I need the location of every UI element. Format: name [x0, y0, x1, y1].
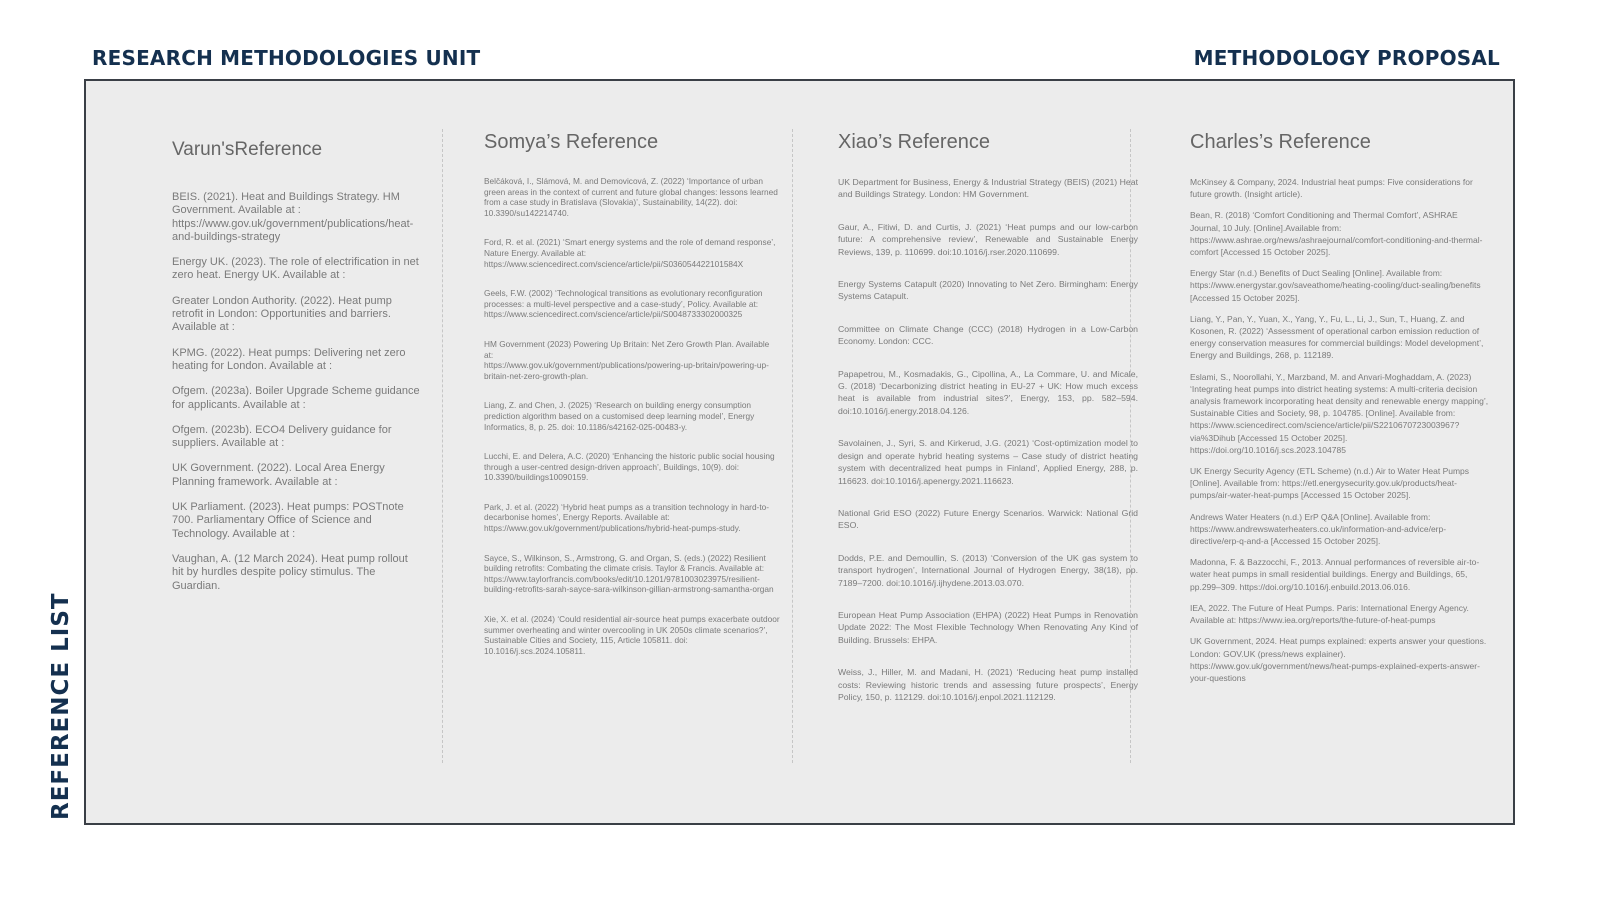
- column-heading: Charles’s Reference: [1190, 131, 1371, 153]
- reference-entry: Bean, R. (2018) ‘Comfort Conditioning and Thermal Comfort’, ASHRAE Journal, 10 July. [Online].Available from: https://www.ashrae.org/news/ashraejournal/comfort-conditioning-and-thermal-comfort [Accessed 15 October 2025].: [1190, 210, 1483, 258]
- reference-panel: [84, 79, 1515, 825]
- reference-entry: Sayce, S., Wilkinson, S., Armstrong, G. and Organ, S. (eds.) (2022) Resilient building retrofits: Combating the climate crisis. Taylor & Francis. Available at: https://www.taylorfrancis.com/books/edit/10.1201/9781003023975/resilient-building-retrofits-sarah-sayce-sara-wilkinson-gillian-armstrong-samantha-organ: [484, 552, 774, 595]
- reference-entry: Belčáková, I., Slámová, M. and Demovicová, Z. (2022) ‘Importance of urban green areas in the context of current and future global changes: lessons learned from a case study in Bratislava (Slovakia)’, Sustainability, 14(22). doi: 10.3390/su142214740.: [484, 176, 778, 218]
- reference-entry: Ofgem. (2023a). Boiler Upgrade Scheme guidance for applicants. Available at :: [172, 385, 420, 411]
- reference-entry: Committee on Climate Change (CCC) (2018) Hydrogen in a Low-Carbon Economy. London: CCC.: [838, 323, 1138, 347]
- reference-entry: Liang, Y., Pan, Y., Yuan, X., Yang, Y., Fu, L., Li, J., Sun, T., Huang, Z. and Kosonen, R. (2022) ‘Assessment of operational carbon emission reduction of energy conservation measures for commercial buildings: Model development’, Energy and Buildings, 268, p. 112189.: [1190, 313, 1484, 361]
- proposal-title: METHODOLOGY PROPOSAL: [1193, 46, 1500, 70]
- reference-entry: Energy Star (n.d.) Benefits of Duct Sealing [Online]. Available from: https://www.energystar.gov/saveathome/heating-cooling/duct-sealing/benefits [Accessed 15 October 2025].: [1190, 268, 1481, 303]
- xiao-reference-column: [838, 131, 1138, 723]
- reference-entry: Madonna, F. & Bazzocchi, F., 2013. Annual performances of reversible air-to-water heat pumps in small residential buildings. Energy and Buildings, 65, pp.299–309. https://doi.org/10.1016/j.enbuild.2013.06.016.: [1190, 557, 1480, 592]
- reference-list-label: REFERENCE LIST: [48, 592, 74, 820]
- reference-entry: Dodds, P.E. and Demoullin, S. (2013) ‘Conversion of the UK gas system to transport hydrogen’, International Journal of Hydrogen Energy, 38(18), pp. 7189–7200. doi:10.1016/j.ijhydene.2013.03.070.: [838, 552, 1138, 588]
- reference-entry: Lucchi, E. and Delera, A.C. (2020) ‘Enhancing the historic public social housing through a user-centred design-driven approach’, Buildings, 10(9). doi: 10.3390/buildings10090159.: [484, 451, 775, 483]
- column-heading: Somya’s Reference: [484, 131, 659, 153]
- column-divider: [792, 129, 793, 763]
- somya-reference-column: [484, 131, 780, 675]
- reference-entry: Savolainen, J., Syri, S. and Kirkerud, J.G. (2021) ‘Cost-optimization model to design and operate hybrid heating systems – Case study of district heating system with decentralized heat pumps in Finland’, Applied Energy, 288, p. 116623. doi:10.1016/j.apenergy.2021.116623.: [838, 438, 1138, 486]
- reference-entry: Gaur, A., Fitiwi, D. and Curtis, J. (2021) ‘Heat pumps and our low-carbon future: A comprehensive review’, Renewable and Sustainable Energy Reviews, 139, p. 110699. doi:10.1016/j.rser.2020.110699.: [838, 221, 1138, 257]
- reference-entry: UK Parliament. (2023). Heat pumps: POSTnote 700. Parliamentary Office of Science and Technology. Available at :: [172, 501, 404, 540]
- varun-reference-column: [172, 131, 420, 605]
- reference-entry: Greater London Authority. (2022). Heat pump retrofit in London: Opportunities and barriers. Available at :: [172, 294, 392, 334]
- reference-entry: KPMG. (2022). Heat pumps: Delivering net zero heating for London. Available at :: [172, 346, 406, 372]
- charles-reference-column: [1190, 131, 1490, 693]
- column-heading: Varun'sReference: [172, 139, 323, 160]
- reference-entry: UK Energy Security Agency (ETL Scheme) (n.d.) Air to Water Heat Pumps [Online]. Available from: https://etl.energysecurity.gov.uk/products/heat-pumps/air-water-heat-pumps [Accessed 15 October 2025].: [1190, 466, 1470, 501]
- column-divider: [442, 129, 443, 763]
- reference-entry: Andrews Water Heaters (n.d.) ErP Q&A [Online]. Available from: https://www.andrewswaterheaters.co.uk/information-and-advice/erp-directive/erp-q-and-a [Accessed 15 October 2025].: [1190, 511, 1447, 547]
- column-heading: Xiao’s Reference: [838, 131, 990, 153]
- reference-entry: National Grid ESO (2022) Future Energy Scenarios. Warwick: National Grid ESO.: [838, 507, 1138, 531]
- reference-entry: Vaughan, A. (12 March 2024). Heat pump rollout hit by hurdles despite policy stimulus. The Guardian.: [172, 552, 408, 592]
- reference-entry: European Heat Pump Association (EHPA) (2022) Heat Pumps in Renovation Update 2022: The Most Flexible Technology When Renovating Any Kind of Building. Brussels: EHPA.: [838, 609, 1138, 645]
- reference-entry: Xie, X. et al. (2024) ‘Could residential air-source heat pumps exacerbate outdoor summer overheating and winter overcooling in UK 2050s climate scenarios?’, Sustainable Cities and Society, 115, Article 105811. doi: 10.1016/j.scs.2024.105811.: [484, 614, 780, 656]
- reference-entry: UK Government. (2022). Local Area Energy Planning framework. Available at :: [172, 462, 385, 488]
- reference-entry: IEA, 2022. The Future of Heat Pumps. Paris: International Energy Agency. Available at: https://www.iea.org/reports/the-future-of-heat-pumps: [1190, 602, 1469, 626]
- reference-entry: HM Government (2023) Powering Up Britain: Net Zero Growth Plan. Available at: https://www.gov.uk/government/publications/powering-up-britain/powering-up-britain-net-zero-growth-plan.: [484, 338, 770, 381]
- reference-entry: Ford, R. et al. (2021) ‘Smart energy systems and the role of demand response’, Nature Energy. Available at: https://www.sciencedirect.com/science/article/pii/S036054422101584X: [484, 237, 776, 269]
- reference-entry: UK Department for Business, Energy & Industrial Strategy (BEIS) (2021) Heat and Buildings Strategy. London: HM Government.: [838, 177, 1138, 200]
- reference-entry: UK Government, 2024. Heat pumps explained: experts answer your questions. London: GOV.UK (press/news explainer). https://www.gov.uk/government/news/heat-pumps-explained-experts-answer-your-questions: [1190, 636, 1487, 683]
- reference-entry: Ofgem. (2023b). ECO4 Delivery guidance for suppliers. Available at :: [172, 423, 392, 450]
- reference-entry: Weiss, J., Hiller, M. and Madani, H. (2021) ‘Reducing heat pump installed costs: Reviewing historic trends and assessing future prospects’, Energy Policy, 150, p. 112129. doi:10.1016/j.enpol.2021.112129.: [838, 667, 1138, 702]
- reference-entry: Papapetrou, M., Kosmadakis, G., Cipollina, A., La Commare, U. and Micale, G. (2018) ‘Decarbonizing district heating in EU-27 + UK: How much excess heat is available from industrial sites?’, Energy, 153, pp. 582–594. doi:10.1016/j.energy.2018.04.126.: [838, 368, 1138, 416]
- unit-title: RESEARCH METHODOLOGIES UNIT: [92, 46, 481, 70]
- reference-entry: Geels, F.W. (2002) ‘Technological transitions as evolutionary reconfiguration processes: a multi-level perspective and a case-study’, Policy. Available at: https://www.sciencedirect.com/science/article/pii/S0048733302000325: [484, 288, 763, 320]
- reference-entry: McKinsey & Company, 2024. Industrial heat pumps: Five considerations for future growth. (Insight article).: [1190, 177, 1473, 200]
- reference-entry: BEIS. (2021). Heat and Buildings Strategy. HM Government. Available at : https://www.gov.uk/government/publications/heat-and-buildings-strategy: [172, 191, 414, 243]
- reference-entry: Eslami, S., Noorollahi, Y., Marzband, M. and Anvari-Moghaddam, A. (2023) ‘Integrating heat pumps into district heating systems: A multi-criteria decision analysis framework incorporating heat density and renewable energy mapping’, Sustainable Cities and Society, 98, p. 104785. [Online]. Available from: https://www.sciencedirect.com/science/article/pii/S2210670723003967?via%3Dihub [Accessed 15 October 2025]. https://doi.org/10.1016/j.scs.2023.104785: [1190, 371, 1489, 455]
- reference-entry: Energy Systems Catapult (2020) Innovating to Net Zero. Birmingham: Energy Systems Catapult.: [838, 279, 1138, 302]
- reference-entry: Park, J. et al. (2022) ‘Hybrid heat pumps as a transition technology in hard-to-decarbonise homes’, Energy Reports. Available at: https://www.gov.uk/government/publications/hybrid-heat-pumps-study.: [484, 501, 770, 534]
- reference-entry: Liang, Z. and Chen, J. (2025) ‘Research on building energy consumption prediction algorithm based on a customised deep learning model’, Energy Informatics, 8, p. 25. doi: 10.1186/s42162-025-00483-y.: [484, 400, 755, 432]
- reference-entry: Energy UK. (2023). The role of electrification in net zero heat. Energy UK. Available at :: [172, 256, 419, 282]
